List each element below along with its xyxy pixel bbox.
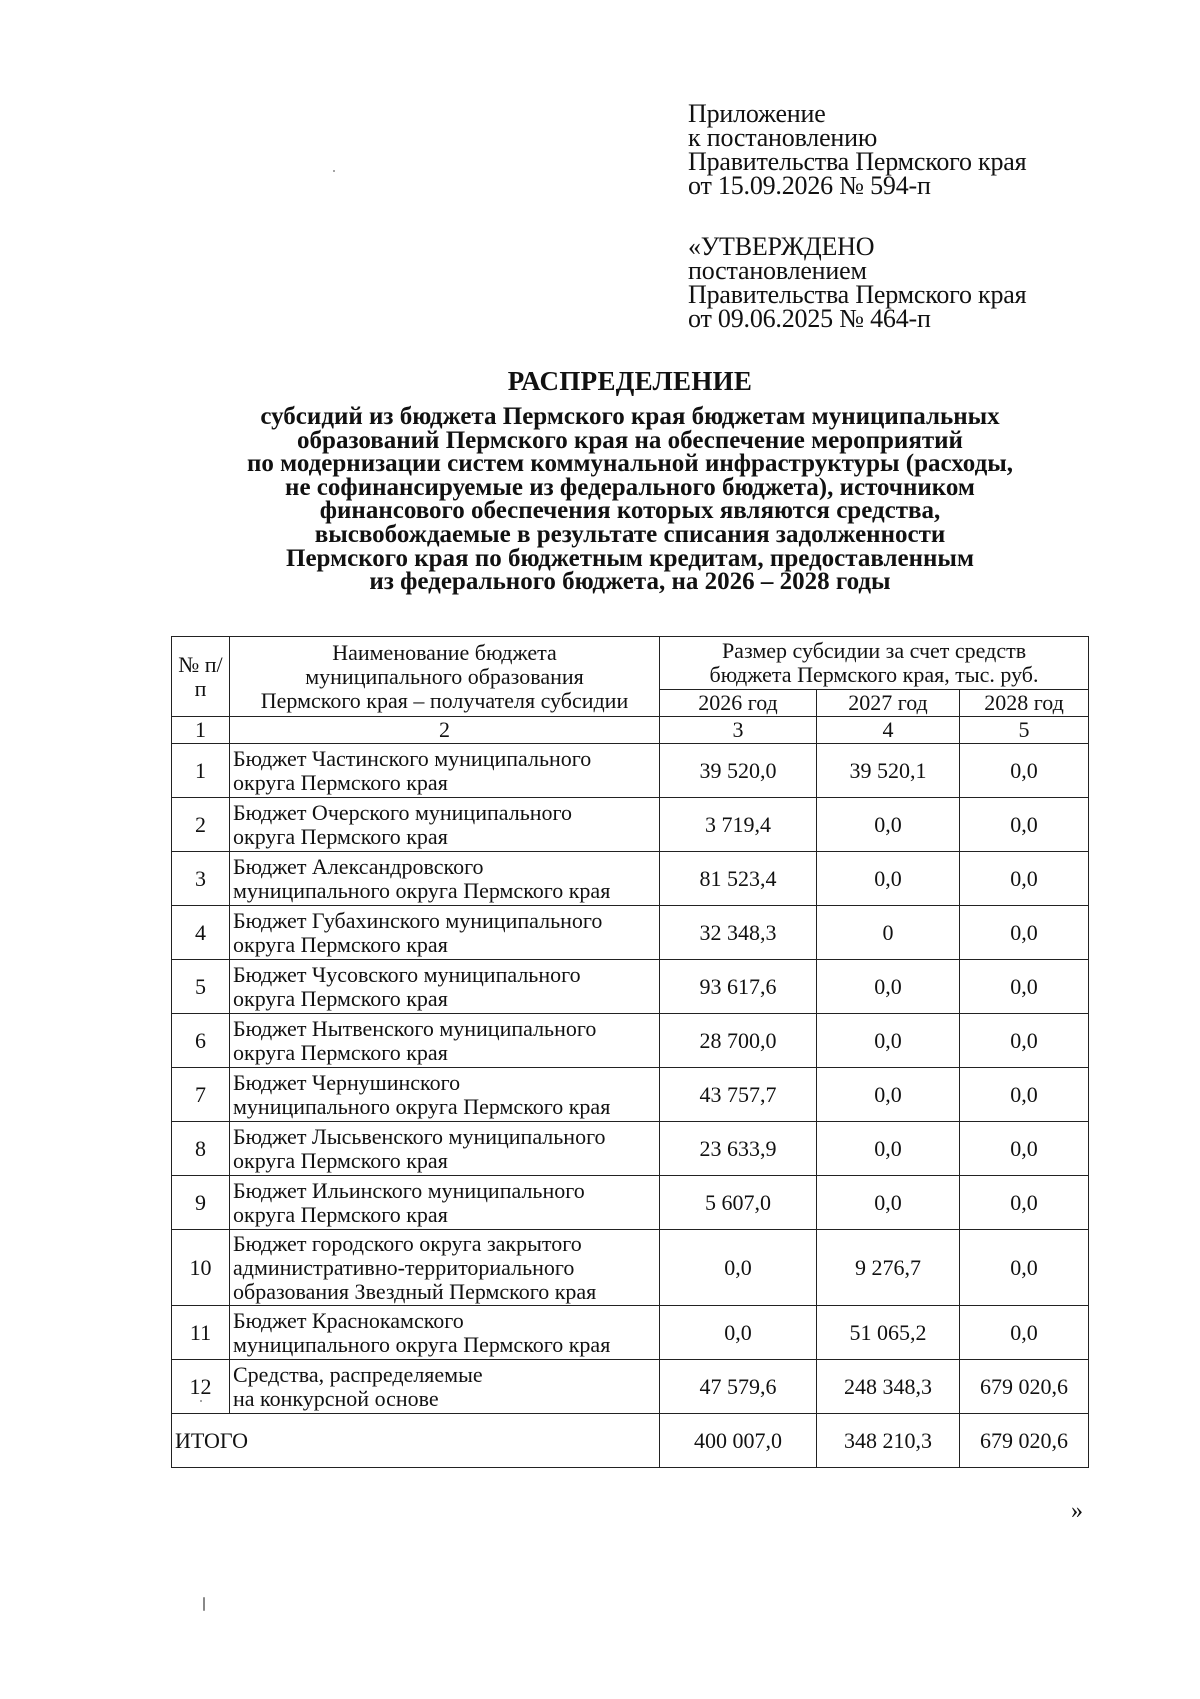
budget-name-line: административно-территориального [233,1254,575,1280]
budget-name-line: Бюджет Александровского [233,853,484,879]
amount-2028: 0,0 [960,1068,1089,1122]
attachment-line: от 15.09.2026 № 594-п [688,171,931,200]
table-row [172,1360,1089,1414]
attachment-block [688,99,1027,200]
subsidy-distribution-table [171,636,1089,1468]
header-no: № п/п [172,637,230,717]
budget-name-line: Бюджет Чернушинского [233,1069,461,1095]
amount-2027: 0,0 [817,852,960,906]
budget-name-line: Бюджет Частинского муниципального [233,745,592,771]
subtitle-line: не софинансируемые из федерального бюджета), источником [285,473,975,501]
amount-2026: 0,0 [660,1306,817,1360]
table-row [172,744,1089,798]
amount-2026: 39 520,0 [660,744,817,798]
budget-name-line: муниципального округа Пермского края [233,1331,611,1357]
document-title: РАСПРЕДЕЛЕНИЕ [507,366,753,396]
amount-2027: 0,0 [817,1176,960,1230]
row-number: 4 [172,906,230,960]
table-row [172,1014,1089,1068]
subtitle-line: Пермского края по бюджетным кредитам, предоставленным [286,544,974,572]
budget-name-line: муниципального округа Пермского края [233,1093,611,1119]
header-year: 2028 год [960,690,1089,717]
budget-name [230,1068,660,1122]
amount-2027: 0,0 [817,960,960,1014]
scan-speck [203,1597,205,1611]
column-index: 1 [172,717,230,744]
amount-2028: 0,0 [960,1014,1089,1068]
budget-name [230,1360,660,1414]
amount-2028: 0,0 [960,1176,1089,1230]
budget-name-line: Бюджет Очерского муниципального [233,799,572,825]
amount-2028: 679 020,6 [960,1360,1089,1414]
row-number: 11 [172,1306,230,1360]
budget-name-line: округа Пермского края [233,823,448,849]
row-number: 9 [172,1176,230,1230]
scan-speck [333,170,335,172]
row-number: 12 [172,1360,230,1414]
amount-2028: 0,0 [960,1306,1089,1360]
subtitle-line: образований Пермского края на обеспечение мероприятий [297,426,963,454]
subtitle-line: из федерального бюджета, на 2026 – 2028 годы [369,568,891,596]
amount-2027: 51 065,2 [817,1306,960,1360]
approval-line: Правительства Пермского края [688,280,1027,309]
total-row [172,1414,1089,1468]
closing-quote: » [1071,1498,1083,1524]
table-row [172,1176,1089,1230]
amount-2027: 0,0 [817,1068,960,1122]
table-row [172,906,1089,960]
header-amount-line: Размер субсидии за счет средств [721,638,1027,663]
budget-name-line: Бюджет Ильинского муниципального [233,1177,585,1203]
header-amount [660,637,1089,690]
budget-name [230,1014,660,1068]
column-index: 4 [817,717,960,744]
budget-name [230,744,660,798]
total-2026: 400 007,0 [660,1414,817,1468]
table-row [172,852,1089,906]
total-2028: 679 020,6 [960,1414,1089,1468]
budget-name-line: на конкурсной основе [233,1385,439,1411]
header-year: 2026 год [660,690,817,717]
amount-2027: 39 520,1 [817,744,960,798]
approval-block [688,232,1027,333]
amount-2027: 0 [817,906,960,960]
budget-name [230,798,660,852]
subtitle-line: финансового обеспечения которых являются средства, [319,497,941,525]
amount-2026: 47 579,6 [660,1360,817,1414]
amount-2026: 23 633,9 [660,1122,817,1176]
amount-2026: 28 700,0 [660,1014,817,1068]
table-row [172,1122,1089,1176]
column-index: 5 [960,717,1089,744]
total-2027: 348 210,3 [817,1414,960,1468]
row-number: 10 [172,1230,230,1306]
budget-name-line: Бюджет Чусовского муниципального [233,961,581,987]
amount-2028: 0,0 [960,798,1089,852]
budget-name [230,1230,660,1306]
budget-name-line: Бюджет городского округа закрытого [233,1230,582,1256]
amount-2026: 43 757,7 [660,1068,817,1122]
budget-name-line: Бюджет Лысьвенского муниципального [233,1123,606,1149]
subtitle-line: по модернизации систем коммунальной инфраструктуры (расходы, [247,450,1013,478]
amount-2026: 0,0 [660,1230,817,1306]
budget-name-line: образования Звездный Пермского края [233,1278,597,1304]
amount-2028: 0,0 [960,1122,1089,1176]
column-index-row [172,717,1089,744]
amount-2026: 3 719,4 [660,798,817,852]
amount-2027: 0,0 [817,798,960,852]
budget-name [230,906,660,960]
document-subtitle [160,405,1100,594]
row-number: 1 [172,744,230,798]
budget-name-line: Средства, распределяемые [233,1361,483,1387]
approval-line: от 09.06.2025 № 464-п [688,304,931,333]
budget-name-line: округа Пермского края [233,1201,448,1227]
amount-2028: 0,0 [960,1230,1089,1306]
total-label: ИТОГО [172,1414,660,1468]
budget-name-line: муниципального округа Пермского края [233,877,611,903]
amount-2027: 248 348,3 [817,1360,960,1414]
table-row [172,1230,1089,1306]
column-index: 2 [230,717,660,744]
column-index: 3 [660,717,817,744]
amount-2026: 5 607,0 [660,1176,817,1230]
amount-2026: 81 523,4 [660,852,817,906]
budget-name [230,1176,660,1230]
table-row [172,1068,1089,1122]
budget-name-line: округа Пермского края [233,769,448,795]
header-amount-line: бюджета Пермского края, тыс. руб. [709,662,1039,687]
amount-2026: 32 348,3 [660,906,817,960]
amount-2028: 0,0 [960,852,1089,906]
attachment-line: к постановлению [688,123,878,152]
table-row [172,1306,1089,1360]
row-number: 6 [172,1014,230,1068]
budget-name-line: округа Пермского края [233,1147,448,1173]
scan-speck [200,1400,202,1402]
budget-name-line: округа Пермского края [233,1039,448,1065]
budget-name [230,960,660,1014]
approval-line: постановлением [688,256,867,285]
attachment-line: Правительства Пермского края [688,147,1027,176]
budget-name [230,1122,660,1176]
header-name-line: Наименование бюджета [332,639,557,665]
table-body [172,744,1089,1468]
table-row [172,798,1089,852]
subtitle-line: высвобождаемые в результате списания задолженности [314,520,946,548]
amount-2027: 9 276,7 [817,1230,960,1306]
table-header [172,637,1089,744]
approval-line: «УТВЕРЖДЕНО [688,232,875,261]
amount-2027: 0,0 [817,1014,960,1068]
row-number: 3 [172,852,230,906]
attachment-line: Приложение [688,99,826,128]
budget-name-line: Бюджет Нытвенского муниципального [233,1015,597,1041]
header-name-line: Пермского края – получателя субсидии [260,687,629,713]
header-name [230,637,660,717]
budget-name-line: Бюджет Краснокамского [233,1307,464,1333]
budget-name [230,1306,660,1360]
budget-name [230,852,660,906]
budget-name-line: Бюджет Губахинского муниципального [233,907,603,933]
row-number: 8 [172,1122,230,1176]
table-row [172,960,1089,1014]
row-number: 5 [172,960,230,1014]
amount-2028: 0,0 [960,906,1089,960]
budget-name-line: округа Пермского края [233,931,448,957]
amount-2028: 0,0 [960,744,1089,798]
subtitle-line: субсидий из бюджета Пермского края бюджетам муниципальных [260,403,1000,430]
row-number: 2 [172,798,230,852]
row-number: 7 [172,1068,230,1122]
budget-name-line: округа Пермского края [233,985,448,1011]
amount-2028: 0,0 [960,960,1089,1014]
header-name-line: муниципального образования [305,663,584,689]
header-year: 2027 год [817,690,960,717]
amount-2026: 93 617,6 [660,960,817,1014]
amount-2027: 0,0 [817,1122,960,1176]
